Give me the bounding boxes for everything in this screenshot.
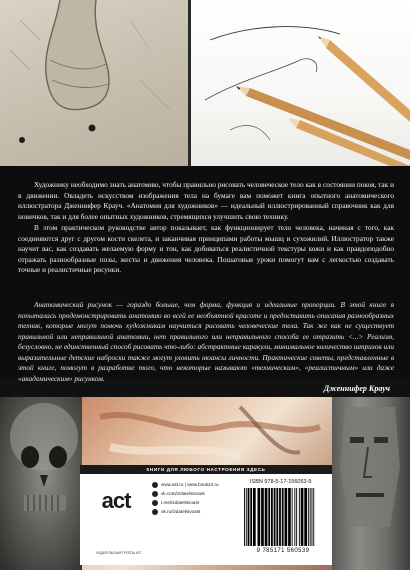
ok-icon [152,509,158,515]
globe-icon [152,482,158,488]
barcode-bar [265,488,268,546]
link-website-text: www.ast.ru | www.book24.ru [161,482,219,487]
barcode-bar [250,488,252,546]
barcode-bar [288,488,291,546]
barcode-bar [253,488,256,546]
barcode-bar [296,488,297,546]
barcode-bar [304,488,307,546]
barcode-bar [274,488,276,546]
vk-icon [152,491,158,497]
back-cover-text [0,166,410,383]
publisher-info-box [80,465,332,565]
barcode-bar [268,488,270,546]
barcode-bar [248,488,250,546]
link-vk-text: vk.com/izdatelstvoast [161,491,205,496]
top-art-drawing [0,0,410,166]
barcode-bar [308,488,309,546]
publisher-logo-text: act [101,488,131,513]
publisher-links [152,480,219,516]
link-telegram[interactable] [152,498,219,507]
link-ok-text: ok.ru/izdatelstvoast [161,509,201,514]
link-telegram-text: t.me/izdatelstvoast [161,500,200,505]
barcode-bar [261,488,264,546]
description-paragraph-1: Художнику необходимо знать анатомию, чтобы правильно рисовать человеческое тело как в состоянии покоя, так и в движении. Овладеть искусством изображения тела на бумаге вам поможет книга опытного анатомического иллюстратора Дженнифер Крауч. «Анатомия для художников» — идеальный иллюстрированный справочник как для новичков, так и для более опытных художников, стремящихся улучшить свою технику. [18,180,394,221]
barcode [242,488,324,546]
barcode-bar [276,488,278,546]
barcode-bar [301,488,304,546]
link-vk[interactable] [152,489,219,498]
link-ok[interactable] [152,507,219,516]
publisher-logo [96,481,136,521]
author-quote: Анатомический рисунок — гораздо больше, чем форма, функция и идеальные пропорции. В этой книге я попыталась продемонстрировать анатомию во всей ее необъятной красоте и предоставить описания разнообразных техник, которые могут помочь художникам научиться рисовать человеческие тела. Так же как не существует правильной или неправильной анатомии, нет правильного или неправильного способа ее отразить <...> Реализм, безусловно, не единственный способ рисовать что-либо: абстрактные каракули, минимальное количество штрихов или выразительные детские наброски также могут уловить нюансы личности. Практические советы, представленные в этой книге, помогут в разработке того, что некоторые называют «техническим», «реалистичным» или даже «академическим» рисунком. [18,300,394,383]
barcode-bar [282,488,284,546]
isbn: ISBN 978-5-17-156053-9 [250,479,312,485]
barcode-bar [279,488,281,546]
barcode-bar [244,488,245,546]
barcode-bar [246,488,247,546]
publisher-group-label: ИЗДАТЕЛЬСКАЯ ГРУППА АСТ [96,551,142,555]
barcode-bar [271,488,273,546]
barcode-digits: 9 785171 560539 [256,548,310,554]
barcode-bar [285,488,288,546]
telegram-icon [152,500,158,506]
top-artwork [0,0,410,166]
description-paragraph-2: В этом практическом руководстве автор показывает, как функционирует тело человека, начиная с того, как соединяются друг с другом кости скелета, и заканчивая принципами работы мышц и сухожилий. Иллюстратор также научит вас, как создавать желаемую форму и тон, как добиваться реалистичной текстуры кожи и как правдоподобно отражать разнообразные позы, жесты и движения человека. Пошаговые уроки помогут вам с легкостью создавать точные и реалистичные рисунки. [18,223,394,274]
barcode-bar [299,488,300,546]
barcode-bar [313,488,314,546]
barcode-bar [258,488,261,546]
barcode-bar [312,488,313,546]
link-website[interactable] [152,480,219,489]
barcode-bar [292,488,293,546]
barcode-bar [294,488,295,546]
author-signature: Дженнифер Крауч [323,384,390,393]
publisher-slogan: КНИГИ ДЛЯ ЛЮБОГО НАСТРОЕНИЯ ЗДЕСЬ [80,465,332,474]
barcode-bar [310,488,311,546]
